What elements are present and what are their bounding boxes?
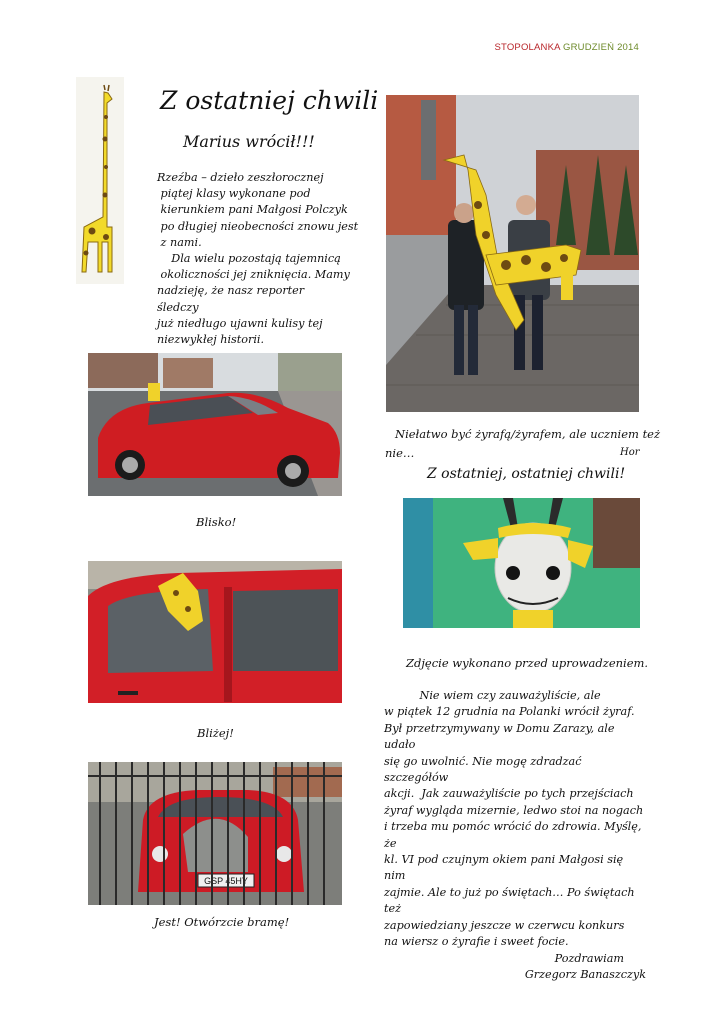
- story-line: Był przetrzymywany w Domu Zarazy, ale udało: [384, 721, 615, 752]
- article-title: Z ostatniej chwili: [160, 86, 379, 115]
- license-plate: GSP 45HY: [204, 876, 248, 886]
- giraffe-drawing: [76, 77, 124, 284]
- story-line: zajmie. Ale to już po świętach… Po świętach też: [384, 885, 635, 916]
- publication-name: STOPOLANKA: [494, 42, 561, 53]
- intro-line: piątej klasy wykonane pod: [157, 187, 311, 201]
- intro-line: Dla wielu pozostają tajemnicą: [157, 252, 341, 266]
- photo-car-behind-gate: [88, 762, 342, 905]
- story-line: się go uwolnić. Nie mogę zdradzać szczegółów: [384, 754, 582, 785]
- last-minute-heading: Z ostatniej, ostatniej chwili!: [427, 466, 626, 482]
- intro-line: już niedługo ujawni kulisy tej: [157, 316, 323, 330]
- caption-before-kidnap: Zdjęcie wykonano przed uprowadzeniem.: [406, 656, 649, 670]
- intro-line: po długiej nieobecności znowu jest: [157, 219, 359, 233]
- intro-line: niezwykłej historii.: [157, 333, 265, 347]
- article-intro: [157, 170, 359, 348]
- story-line: i trzeba mu pomóc wrócić do zdrowia. Myślę, że: [384, 820, 642, 850]
- photo-giraffe-head: [403, 498, 640, 628]
- intro-line: okoliczności jej zniknięcia. Mamy: [157, 268, 350, 282]
- story-line: kl. VI pod czujnym okiem pani Małgosi się nim: [384, 853, 624, 883]
- caption-giraffe-line1: Niełatwo być żyrafą/żyrafem, ale uczniem też: [395, 427, 661, 441]
- story-signature: Grzegorz Banaszczyk: [524, 967, 646, 981]
- page-header: [494, 42, 639, 53]
- story-greeting: Pozdrawiam: [554, 951, 624, 965]
- caption-gate: Jest! Otwórzcie bramę!: [154, 915, 290, 929]
- article-subtitle: Marius wrócił!!!: [183, 132, 315, 151]
- story-line: na wiersz o żyrafie i sweet focie.: [384, 935, 569, 949]
- photo-red-car-street: [88, 353, 342, 496]
- issue-date: GRUDZIEŃ 2014: [563, 42, 639, 53]
- caption-author: Hor: [620, 447, 640, 458]
- intro-line: nadzieję, że nasz reporter śledczy: [157, 284, 305, 314]
- intro-line: z nami.: [157, 235, 202, 249]
- caption-closer: Bliżej!: [197, 726, 234, 740]
- story-text: [384, 688, 646, 983]
- story-line: akcji. Jak zauważyliście po tych przejściach: [384, 787, 634, 801]
- story-line: zapowiedziany jeszcze w czerwcu konkurs: [384, 918, 625, 932]
- caption-giraffe-line2: nie…: [385, 446, 415, 460]
- story-line: w piątek 12 grudnia na Polanki wrócił żyraf.: [384, 705, 635, 719]
- caption-close: Blisko!: [196, 515, 237, 529]
- intro-line: Rzeźba – dzieło zeszłorocznej: [157, 171, 324, 184]
- photo-boys-carrying-giraffe: [386, 95, 639, 412]
- intro-line: kierunkiem pani Małgosi Polczyk: [157, 203, 348, 217]
- story-line: Nie wiem czy zauważyliście, ale: [384, 689, 601, 702]
- photo-giraffe-in-car: [88, 561, 342, 703]
- story-line: żyraf wygląda mizernie, ledwo stoi na nogach: [384, 803, 644, 817]
